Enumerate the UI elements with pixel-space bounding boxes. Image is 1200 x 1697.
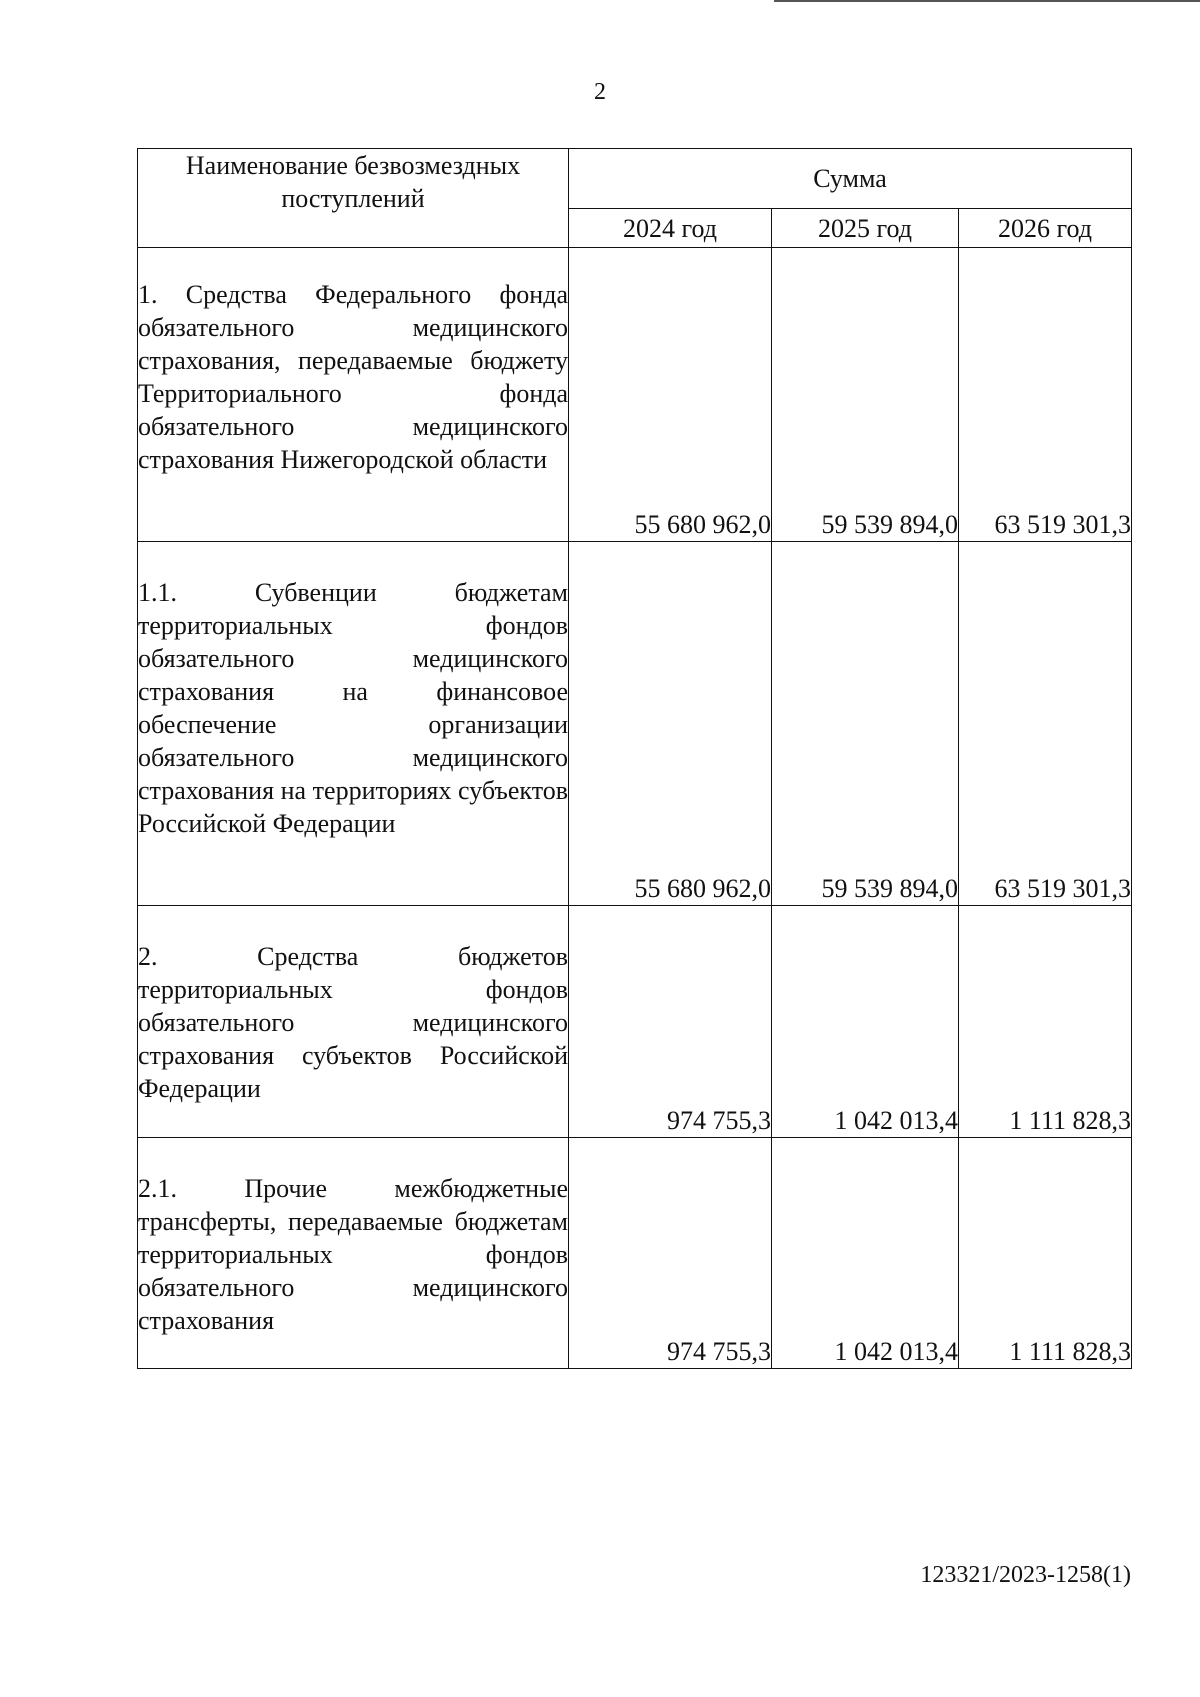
header-row	[138, 149, 1132, 209]
row-value-2024: 55 680 962,0	[569, 248, 772, 542]
row-value-2024: 974 755,3	[569, 906, 772, 1138]
table-row	[138, 1138, 1132, 1369]
header-sum-cell: Сумма	[569, 149, 1132, 209]
row-value-2026: 63 519 301,3	[959, 248, 1132, 542]
row-value-2026: 63 519 301,3	[959, 542, 1132, 906]
receipts-table	[137, 148, 1132, 1369]
header-year-2026: 2026 год	[959, 209, 1132, 248]
row-name: 2. Средства бюджетов территориальных фондов обязательного медицинского страхования субъектов Российской Федерации	[138, 906, 569, 1138]
top-edge-line	[774, 0, 1200, 2]
row-name: 2.1. Прочие межбюджетные трансферты, передаваемые бюджетам территориальных фондов обязательного медицинского страхования	[138, 1138, 569, 1369]
row-value-2024: 55 680 962,0	[569, 542, 772, 906]
row-name: 1.1. Субвенции бюджетам территориальных фондов обязательного медицинского страхования на финансовое обеспечение организации обязательного медицинского страхования на территориях субъектов Российской Федерации	[138, 542, 569, 906]
row-value-2025: 1 042 013,4	[772, 1138, 959, 1369]
row-value-2026: 1 111 828,3	[959, 1138, 1132, 1369]
row-name: 1. Средства Федерального фонда обязательного медицинского страхования, передаваемые бюджету Территориального фонда обязательного медицинского страхования Нижегородской области	[138, 248, 569, 542]
row-value-2025: 59 539 894,0	[772, 542, 959, 906]
table-row	[138, 542, 1132, 906]
header-year-2024: 2024 год	[569, 209, 772, 248]
row-value-2025: 59 539 894,0	[772, 248, 959, 542]
row-value-2025: 1 042 013,4	[772, 906, 959, 1138]
header-name-cell: Наименование безвозмездных поступлений	[138, 149, 569, 248]
document-code: 123321/2023-1258(1)	[920, 1562, 1131, 1588]
page-number: 2	[594, 79, 606, 105]
row-value-2026: 1 111 828,3	[959, 906, 1132, 1138]
table-row	[138, 248, 1132, 542]
row-value-2024: 974 755,3	[569, 1138, 772, 1369]
table-row	[138, 906, 1132, 1138]
header-year-2025: 2025 год	[772, 209, 959, 248]
